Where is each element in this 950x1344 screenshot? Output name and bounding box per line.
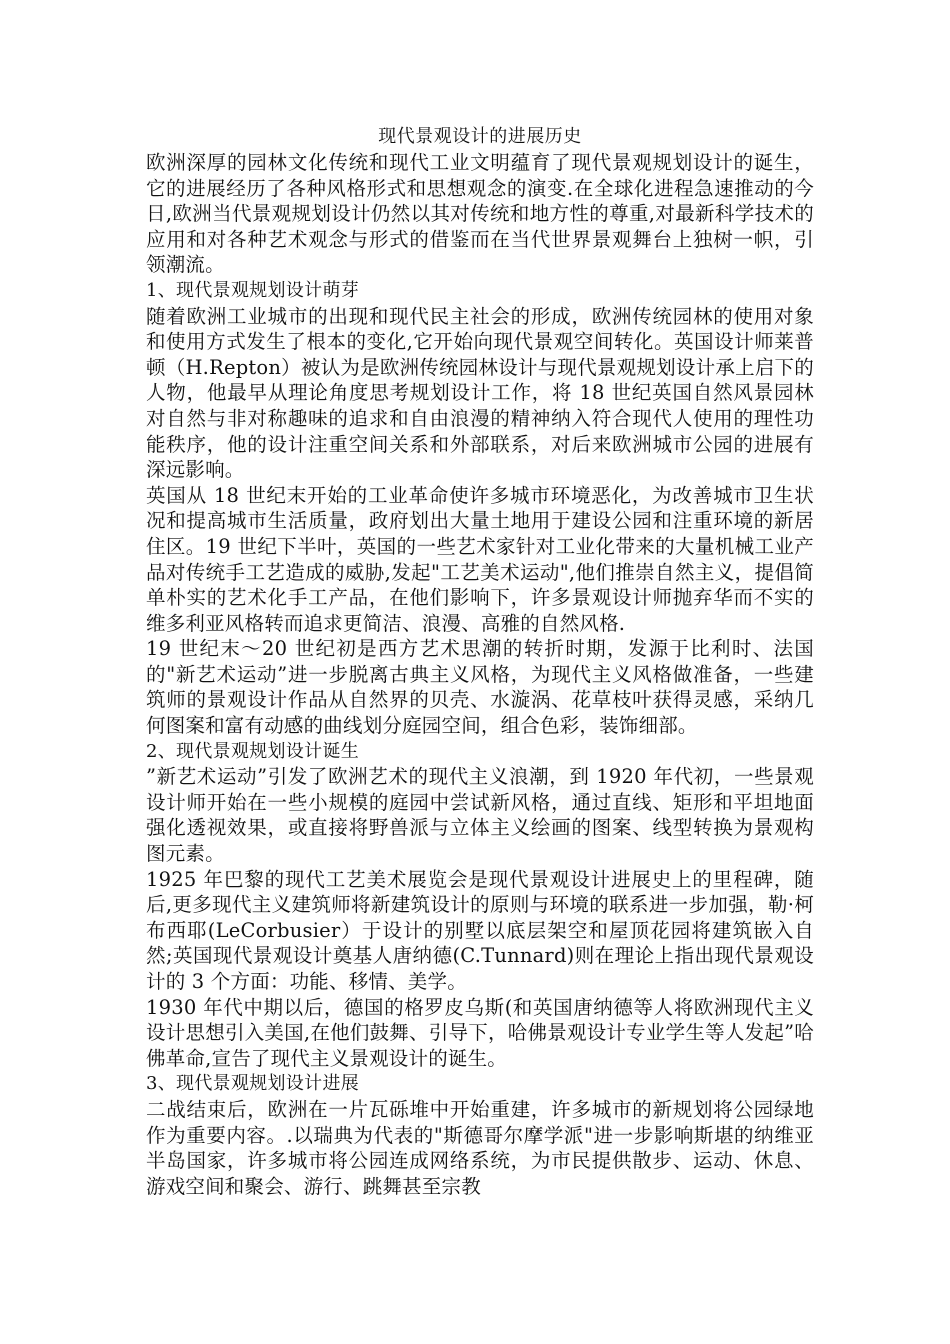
intro-paragraph: 欧洲深厚的园林文化传统和现代工业文明蕴育了现代景观规划设计的诞生，它的进展经历了各种风格形式和思想观念的演变.在全球化进程急速推动的今日,欧洲当代景观规划设计仍然以其对传统和地方性的尊重,对最新科学技术的应用和对各种艺术观念与形式的借鉴而在当代世界景观舞台上独树一帜，引领潮流。 <box>146 151 814 277</box>
section-heading-2: 2、现代景观规划设计诞生 <box>146 740 360 762</box>
section-heading-1: 1、现代景观规划设计萌芽 <box>146 279 360 301</box>
document-title: 现代景观设计的进展历史 <box>378 126 582 147</box>
paragraph-postwar: 二战结束后，欧洲在一片瓦砾堆中开始重建，许多城市的新规划将公园绿地作为重要内容。.以瑞典为代表的"斯德哥尔摩学派"进一步影响斯堪的纳维亚半岛国家，许多城市将公园连成网络系统，为市民提供散步、运动、休息、游戏空间和聚会、游行、跳舞甚至宗教 <box>146 1097 814 1198</box>
section-heading-3: 3、现代景观规划设计进展 <box>146 1073 360 1095</box>
paragraph-modernism: ”新艺术运动”引发了欧洲艺术的现代主义浪潮，到 1920 年代初，一些景观设计师开始在一些小规模的庭园中尝试新风格，通过直线、矩形和平坦地面强化透视效果，或直接将野兽派与立体主义绘画的图案、线型转换为景观构图元素。 <box>146 765 814 866</box>
paragraph-harvard-revolution: 1930 年代中期以后，德国的格罗皮乌斯(和英国唐纳德等人将欧洲现代主义设计思想引入美国,在他们鼓舞、引导下，哈佛景观设计专业学生等人发起”哈佛革命,宣告了现代主义景观设计的诞生。 <box>146 995 814 1070</box>
paragraph-1925-expo: 1925 年巴黎的现代工艺美术展览会是现代景观设计进展史上的里程碑，随后,更多现代主义建筑师将新建筑设计的原则与环境的联系进一步加强，勒·柯布西耶(LeCorbusier）于设计的别墅以底层架空和屋顶花园将建筑嵌入自然;英国现代景观设计奠基人唐纳德(C.Tunnard)则在理论上指出现代景观设计的 3 个方面：功能、移情、美学。 <box>146 867 814 993</box>
paragraph-industrial-revolution: 英国从 18 世纪末开始的工业革命使许多城市环境恶化，为改善城市卫生状况和提高城市生活质量，政府划出大量土地用于建设公园和注重环境的新居住区。19 世纪下半叶，英国的一些艺术家针对工业化带来的大量机械工业产品对传统手工艺造成的威胁,发起"工艺美术运动",他们推崇自然主义，提倡简单朴实的艺术化手工产品，在他们影响下，许多景观设计师抛弃华而不实的维多利亚风格转而追求更简洁、浪漫、高雅的自然风格. <box>146 483 814 635</box>
paragraph-art-nouveau: 19 世纪末～20 世纪初是西方艺术思潮的转折时期，发源于比利时、法国的"新艺术运动”进一步脱离古典主义风格，为现代主义风格做准备，一些建筑师的景观设计作品从自然界的贝壳、水漩涡、花草枝叶获得灵感，采纳几何图案和富有动感的曲线划分庭园空间，组合色彩，装饰细部。 <box>146 637 814 738</box>
paragraph-repton: 随着欧洲工业城市的出现和现代民主社会的形成，欧洲传统园林的使用对象和使用方式发生了根本的变化,它开始向现代景观空间转化。英国设计师莱普顿（H.Repton）被认为是欧洲传统园林设计与现代景观规划设计承上启下的人物，他最早从理论角度思考规划设计工作，将 18 世纪英国自然风景园林对自然与非对称趣味的追求和自由浪漫的精神纳入符合现代人使用的理性功能秩序，他的设计注重空间关系和外部联系，对后来欧洲城市公园的进展有深远影响。 <box>146 304 814 482</box>
document-body <box>146 124 814 1199</box>
